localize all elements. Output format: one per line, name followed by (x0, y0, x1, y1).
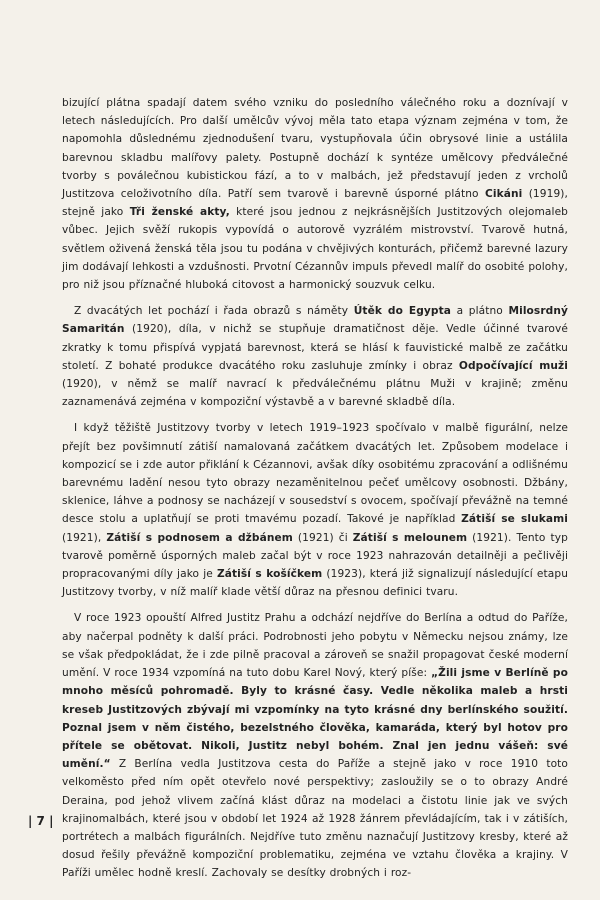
bold-title: Zátiší s melounem (352, 531, 468, 544)
bold-title: Útěk do Egypta (353, 305, 451, 318)
text-run: (1923), která již signalizují následující etapu Justitzovy tvorby, v níž malíř klade větší důraz na přesnou definici tvaru. (62, 568, 569, 599)
bold-title: Milosrdný Samaritán (62, 305, 568, 336)
text-run: (1919), stejně jako (62, 188, 568, 219)
body-paragraph (62, 419, 568, 601)
text-run: a plátno (451, 305, 509, 318)
text-run: (1920), díla, v nichž se stupňuje dramatičnost děje. Vedle účinné tvarové zkratky k tomu přispívá vypjatá barevnost, která se hlásí k fauvistické malbě ze začátku století. Z bohaté produkce dvacátého roku zasluhuje zmínky i obraz (62, 323, 568, 372)
text-run: I když těžiště Justitzovy tvorby v letech 1919–1923 spočívalo v malbě figurální, nelze přejít bez povšimnutí zátiší namalovaná začátkem dvacátých let. Způsobem modelace i kompozicí se i zde autor přiklání k Cézannovi, avšak díky osobitému zpracování a odlišnému barevnému ladění nesou tyto obrazy nezaměnitelnou pečeť umělcovy osobnosti. Džbány, sklenice, láhve a podnosy se nacházejí v sousedství s ovocem, spočívají převážně na temné desce stolu a uplatňují se proti tmavému pozadí. Takové je například (62, 422, 568, 526)
bold-title: Zátiší s podnosem a džbánem (106, 531, 293, 544)
text-run: (1921). Tento typ tvarově poměrně úsporných maleb začal být v roce 1923 nahrazován detailněji a pečlivěji propracovanými díly jako je (62, 531, 568, 581)
body-paragraph (62, 302, 568, 411)
text-run: (1921) či (292, 531, 353, 544)
text-run: Z Berlína vedla Justitzova cesta do Paříže a stejně jako v roce 1910 toto velkoměsto před ním opět otevřelo nové perspektivy; zasloužily se o to obrazy André Deraina, pod jehož vlivem začíná klást důraz na modelaci a čistotu linie jak ve svých krajinomalbách, které jsou v období let 1924 až 1928 žánrem převládajícím, tak i v zátiších, portrétech a malbách figurálních. Nejdříve tuto změnu naznačují Justitzovy kresby, které až dosud řešily převážně kompoziční problematiku, zejména ve vztahu člověka a krajiny. V Paříži umělec hodně kreslí. Zachovaly se desítky drobných i roz- (62, 758, 568, 880)
bold-title: Odpočívající muži (458, 359, 568, 372)
body-paragraph (62, 609, 568, 882)
bold-title: Zátiší se slukami (461, 513, 568, 526)
page-number: | 7 | (28, 814, 54, 828)
text-run: které jsou jednou z nejkrásnějších Justitzových olejomaleb vůbec. Jejich svěží rukopis vypovídá o autorově vyzrálém mistrovství. Tvarově hutná, světlem oživená ženská těla jsou tu podána v chvějivých konturách, přičemž barevné lazury jim dodávají lehkosti a vzdušnosti. Prvotní Cézannův impuls převedl malíř do osobité polohy, pro niž jsou příznačné hluboká citovost a harmonický souzvuk celku. (62, 206, 569, 292)
text-run: Z dvacátých let pochází i řada obrazů s náměty (74, 305, 354, 318)
bold-title: Tři ženské akty, (129, 206, 230, 219)
text-run: (1920), v němž se malíř navrací k předválečnému plátnu Muži v krajině; změnu zaznamenává zejména v kompoziční výstavbě a v barevné skladbě díla. (62, 378, 568, 409)
bold-title: „Žili jsme v Berlíně po mnoho měsíců pohromadě. Byly to krásné časy. Vedle několika maleb a hrsti kreseb Justitzových zbývají mi vzpomínky na tyto krásné dny berlínského soužití. Poznal jsem v něm čistého, bezelstného člověka, kamaráda, který byl hotov pro přítele se obětovat. Nikoli, Justitz nebyl bohém. Znal jen jednu vášeň: své umění.“ (62, 667, 568, 771)
text-run: (1921), (62, 531, 107, 544)
bold-title: Cikáni (484, 188, 523, 201)
text-run: V roce 1923 opouští Alfred Justitz Prahu a odchází nejdříve do Berlína a odtud do Paříže, aby načerpal podněty k další práci. Podrobnosti jeho pobytu v Německu nejsou známy, lze se však předpokládat, že i zde pilně pracoval a zároveň se snažil propagovat české moderní umění. V roce 1934 vzpomíná na tuto dobu Karel Nový, který píše: (62, 612, 568, 680)
text-run: bizující plátna spadají datem svého vzniku do posledního válečného roku a doznívají v letech následujících. Pro další umělcův vývoj měla tato etapa význam zejména v tom, že napomohla důslednému zjednodušení tvaru, vystupňovala účin obrysové linie a ustálila barevnou skladbu malířovy palety. Postupně dochází k syntéze umělcovy předválečné tvorby s poválečnou kubistickou fází, a to v malbách, jež představují jeden z vrcholů Justitzova celoživotního díla. Patří sem tvarově i barevně úsporné plátno (62, 97, 568, 201)
page-body (62, 94, 568, 891)
bold-title: Zátiší s košíčkem (216, 568, 323, 581)
body-paragraph (62, 94, 568, 294)
